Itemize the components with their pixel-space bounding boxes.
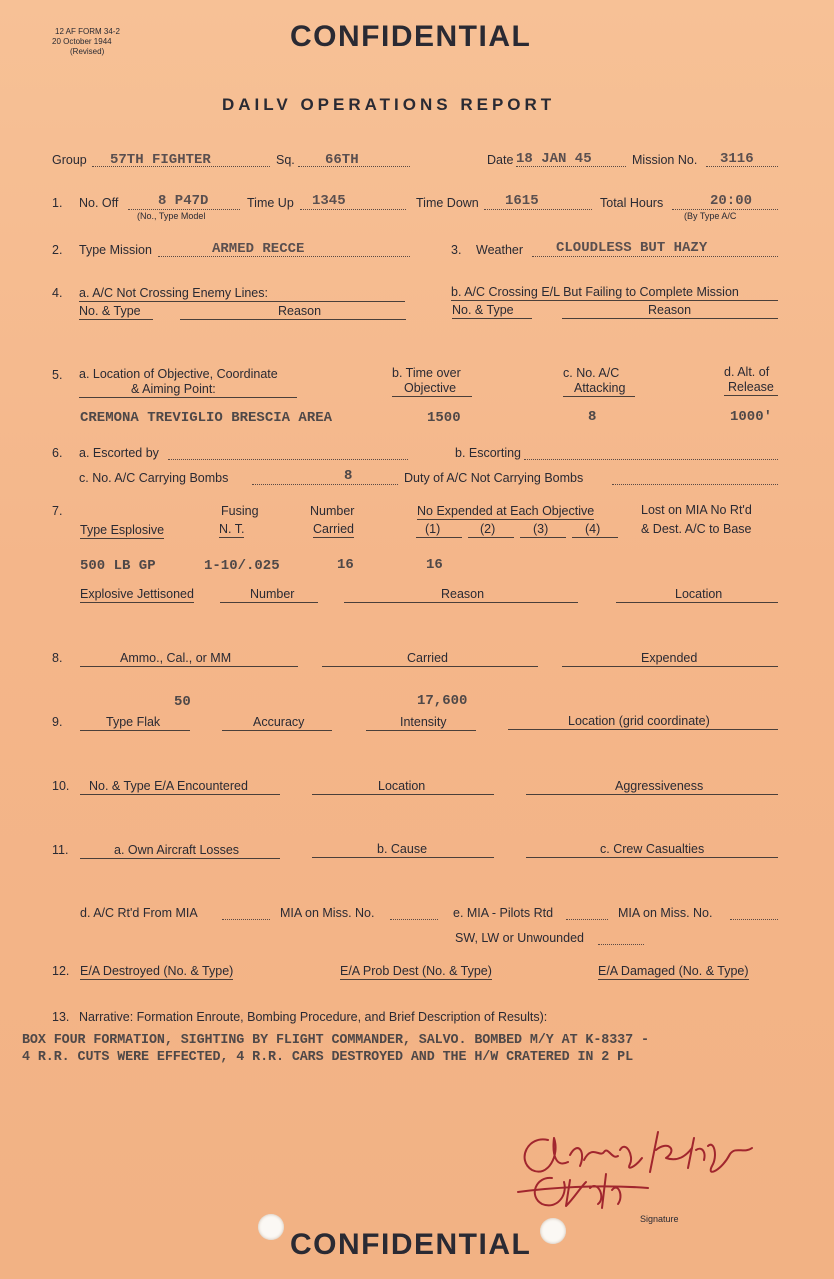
item5-c-label2: Attacking bbox=[574, 381, 626, 395]
punch-hole bbox=[258, 1214, 284, 1240]
item4-a-col2: Reason bbox=[278, 304, 322, 318]
aircraft-carrying-bombs-value: 8 bbox=[344, 468, 353, 484]
sq-label: Sq. bbox=[276, 153, 295, 167]
item-number: 13. bbox=[52, 1010, 70, 1024]
flak-intensity-label: Intensity bbox=[400, 715, 447, 729]
item4-b-label: b. A/C Crossing E/L But Failing to Complete Mission bbox=[451, 285, 739, 299]
ammo-label: Ammo., Cal., or MM bbox=[120, 651, 232, 665]
aircraft-attacking-value: 8 bbox=[588, 409, 597, 425]
duty-label: Duty of A/C Not Carrying Bombs bbox=[404, 471, 584, 485]
ammo-caliber-value: 50 bbox=[174, 694, 191, 710]
form-number: 12 AF FORM 34-2 bbox=[55, 27, 120, 36]
objective-col-1: (1) bbox=[425, 522, 441, 536]
item-number: 10. bbox=[52, 779, 70, 793]
punch-hole bbox=[540, 1218, 566, 1244]
ea-probably-destroyed-label: E/A Prob Dest (No. & Type) bbox=[340, 964, 492, 978]
no-off-value: 8 P47D bbox=[158, 193, 209, 209]
classification-top: CONFIDENTIAL bbox=[290, 20, 532, 53]
classification-bottom: CONFIDENTIAL bbox=[290, 1228, 532, 1261]
item-number: 8. bbox=[52, 651, 63, 665]
ea-aggressiveness-label: Aggressiveness bbox=[615, 779, 704, 793]
jettisoned-reason-label: Reason bbox=[441, 587, 485, 601]
ea-encountered-label: No. & Type E/A Encountered bbox=[89, 779, 248, 793]
signature-label: Signature bbox=[640, 1214, 679, 1224]
crew-casualties-label: c. Crew Casualties bbox=[600, 842, 705, 856]
time-over-objective-value: 1500 bbox=[427, 410, 461, 426]
ammo-expended-label: Expended bbox=[641, 651, 698, 665]
cause-label: b. Cause bbox=[377, 842, 428, 856]
number-expended-value: 16 bbox=[426, 557, 443, 573]
item-number: 3. bbox=[451, 243, 462, 257]
expended-label: No Expended at Each Objective bbox=[417, 504, 595, 518]
objective-location-value: CREMONA TREVIGLIO BRESCIA AREA bbox=[80, 410, 333, 426]
form-revision: (Revised) bbox=[70, 47, 105, 56]
no-off-label: No. Off bbox=[79, 196, 119, 210]
handwritten-signature bbox=[508, 1100, 768, 1220]
item-number: 9. bbox=[52, 715, 63, 729]
mission-label: Mission No. bbox=[632, 153, 698, 167]
group-value: 57TH FIGHTER bbox=[110, 152, 211, 168]
item4-a-col1: No. & Type bbox=[79, 304, 141, 318]
escorting-label: b. Escorting bbox=[455, 446, 522, 460]
own-losses-label: a. Own Aircraft Losses bbox=[114, 843, 240, 857]
jettisoned-number-label: Number bbox=[250, 587, 295, 601]
item5-b-label2: Objective bbox=[404, 381, 457, 395]
aircraft-carrying-bombs-label: c. No. A/C Carrying Bombs bbox=[79, 471, 229, 485]
date-label: Date bbox=[487, 153, 514, 167]
item5-d-label2: Release bbox=[728, 380, 774, 394]
explosive-type-label: Type Esplosive bbox=[80, 523, 165, 537]
ea-destroyed-label: E/A Destroyed (No. & Type) bbox=[80, 964, 234, 978]
item-number: 7. bbox=[52, 504, 63, 518]
narrative-line-1: BOX FOUR FORMATION, SIGHTING BY FLIGHT COMMANDER, SALVO. BOMBED M/Y AT K-8337 - bbox=[22, 1033, 649, 1048]
total-hours-value: 20:00 bbox=[710, 193, 753, 209]
time-down-label: Time Down bbox=[416, 196, 479, 210]
release-altitude-value: 1000' bbox=[730, 409, 773, 425]
escorted-by-label: a. Escorted by bbox=[79, 446, 159, 460]
type-mission-label: Type Mission bbox=[79, 243, 152, 257]
jettisoned-location-label: Location bbox=[675, 587, 723, 601]
item-number: 6. bbox=[52, 446, 63, 460]
item5-d-label1: d. Alt. of bbox=[724, 365, 770, 379]
number-carried-value: 16 bbox=[337, 557, 354, 573]
weather-label: Weather bbox=[476, 243, 524, 257]
total-hours-label: Total Hours bbox=[600, 196, 664, 210]
wound-status-label: SW, LW or Unwounded bbox=[455, 931, 584, 945]
item-number: 11. bbox=[52, 843, 69, 857]
time-down-value: 1615 bbox=[505, 193, 539, 209]
fusing-label2: N. T. bbox=[219, 522, 245, 536]
fusing-value: 1-10/.025 bbox=[204, 558, 280, 574]
group-label: Group bbox=[52, 153, 87, 167]
item5-a-label2: & Aiming Point: bbox=[131, 382, 216, 396]
item4-b-col2: Reason bbox=[648, 303, 692, 317]
objective-col-2: (2) bbox=[480, 522, 496, 536]
lost-label1: Lost on MIA No Rt'd bbox=[641, 503, 752, 517]
narrative-line-2: 4 R.R. CUTS WERE EFFECTED, 4 R.R. CARS DESTROYED AND THE H/W CRATERED IN 2 PL bbox=[22, 1050, 634, 1065]
item-number: 5. bbox=[52, 368, 63, 382]
date-value: 18 JAN 45 bbox=[516, 151, 592, 167]
type-mission-value: ARMED RECCE bbox=[212, 241, 305, 257]
mia-mission-label-2: MIA on Miss. No. bbox=[618, 906, 713, 920]
lost-label2: & Dest. A/C to Base bbox=[641, 522, 752, 536]
flak-type-label: Type Flak bbox=[106, 715, 161, 729]
item5-a-label1: a. Location of Objective, Coordinate bbox=[79, 367, 278, 381]
time-up-label: Time Up bbox=[247, 196, 294, 210]
fusing-label1: Fusing bbox=[221, 504, 259, 518]
ea-damaged-label: E/A Damaged (No. & Type) bbox=[598, 964, 749, 978]
item5-c-label1: c. No. A/C bbox=[563, 366, 620, 380]
item5-b-label1: b. Time over bbox=[392, 366, 461, 380]
time-up-value: 1345 bbox=[312, 193, 346, 209]
no-off-sub: (No., Type Model bbox=[137, 211, 206, 221]
ammo-carried-value: 17,600 bbox=[417, 693, 468, 709]
mia-mission-label: MIA on Miss. No. bbox=[280, 906, 375, 920]
item-number: 1. bbox=[52, 196, 63, 210]
weather-value: CLOUDLESS BUT HAZY bbox=[556, 240, 708, 256]
ammo-carried-label: Carried bbox=[407, 651, 448, 665]
item-number: 2. bbox=[52, 243, 63, 257]
returned-from-mia-label: d. A/C Rt'd From MIA bbox=[80, 906, 198, 920]
objective-col-4: (4) bbox=[585, 522, 601, 536]
flak-accuracy-label: Accuracy bbox=[253, 715, 305, 729]
mission-value: 3116 bbox=[720, 151, 754, 167]
explosive-type-value: 500 LB GP bbox=[80, 558, 156, 574]
flak-location-label: Location (grid coordinate) bbox=[568, 714, 710, 728]
item4-a-label: a. A/C Not Crossing Enemy Lines: bbox=[79, 286, 268, 300]
mia-pilots-label: e. MIA - Pilots Rtd bbox=[453, 906, 554, 920]
jettisoned-label: Explosive Jettisoned bbox=[80, 587, 194, 601]
objective-col-3: (3) bbox=[533, 522, 549, 536]
item-number: 12. bbox=[52, 964, 70, 978]
number-label1: Number bbox=[310, 504, 355, 518]
report-title: DAILV OPERATIONS REPORT bbox=[222, 95, 556, 114]
ea-location-label: Location bbox=[378, 779, 426, 793]
total-hours-sub: (By Type A/C bbox=[684, 211, 737, 221]
item-number: 4. bbox=[52, 286, 63, 300]
sq-value: 66TH bbox=[325, 152, 359, 168]
number-label2: Carried bbox=[313, 522, 354, 536]
item4-b-col1: No. & Type bbox=[452, 303, 514, 317]
form-date: 20 October 1944 bbox=[52, 37, 112, 46]
narrative-label: Narrative: Formation Enroute, Bombing Procedure, and Brief Description of Results): bbox=[79, 1010, 548, 1024]
